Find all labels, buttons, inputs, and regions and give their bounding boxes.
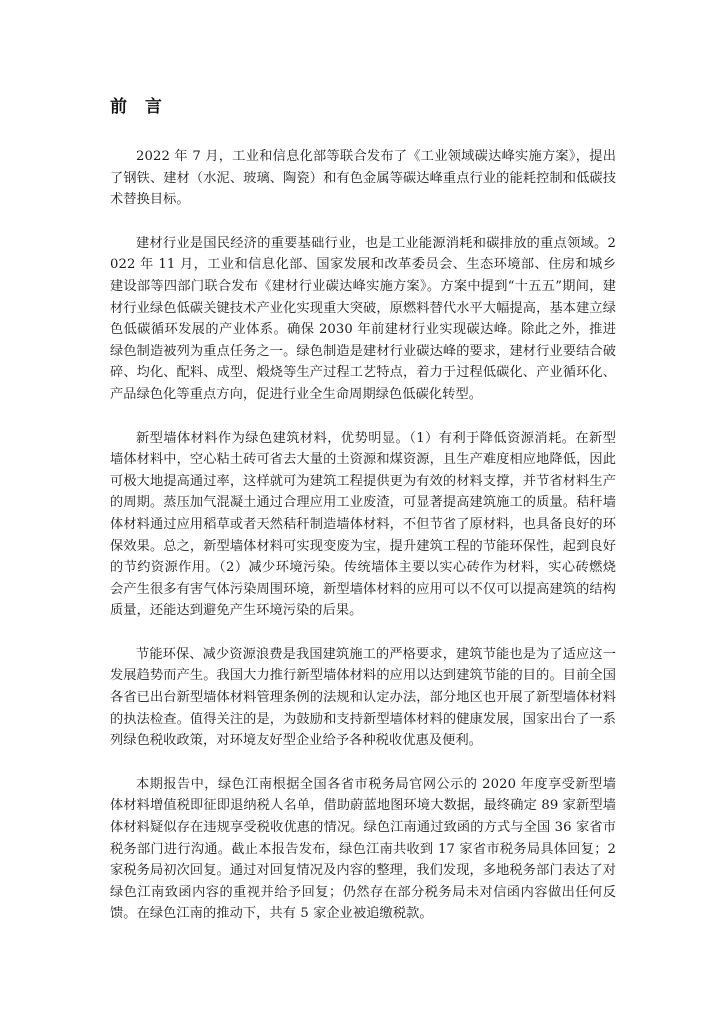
paragraph-3: 新型墙体材料作为绿色建筑材料，优势明显。（1）有利于降低资源消耗。在新型墙体材料中，空心粘土砖可省去大量的土资源和煤资源，且生产难度相应地降低，因此可极大地提高通过率，这样就可为建筑工程提供更为有效的材料支撑，并节省材料生产的周期。蒸压加气混凝土通过合理应用工业废渣，可显著提高建筑施工的质量。秸秆墙体材料通过应用稻草或者天然秸秆制造墙体材料，不但节省了原材料，也具备良好的环保效果。总之，新型墙体材料可实现变废为宝，提升建筑工程的节能环保性，起到良好的节约资源作用。（2）减少环境污染。传统墙体主要以实心砖作为材料，实心砖燃烧会产生很多有害气体污染周围环境，新型墙体材料的应用可以不仅可以提高建筑的结构质量，还能达到避免产生环境污染的后果。 <box>110 430 616 619</box>
paragraph-2: 建材行业是国民经济的重要基础行业，也是工业能源消耗和碳排放的重点领域。2022 年 11 月，工业和信息化部、国家发展和改革委员会、生态环境部、住房和城乡建设部等四部门联合发布《建材行业碳达峰实施方案》。方案中提到“十五五”期间，建材行业绿色低碳关键技术产业化实现重大突破，原燃料替代水平大幅提高，基本建立绿色低碳循环发展的产业体系。确保 2030 年前建材行业实现碳达峰。除此之外，推进绿色制造被列为重点任务之一。绿色制造是建材行业碳达峰的要求，建材行业要结合破碎、均化、配料、成型、煅烧等生产过程工艺特点，着力于过程低碳化、产业循环化、产品绿色化等重点方向，促进行业全生命周期绿色低碳化转型。 <box>110 235 616 402</box>
paragraph-1: 2022 年 7 月，工业和信息化部等联合发布了《工业领域碳达峰实施方案》，提出了钢铁、建材（水泥、玻璃、陶瓷）和有色金属等碳达峰重点行业的能耗控制和低碳技术替换目标。 <box>110 149 616 208</box>
section-heading: 前 言 <box>110 97 168 117</box>
paragraph-5: 本期报告中，绿色江南根据全国各省市税务局官网公示的 2020 年度享受新型墙体材料增值税即征即退纳税人名单，借助蔚蓝地图环境大数据，最终确定 89 家新型墙体材料疑似存在违规享受税收优惠的情况。绿色江南通过致函的方式与全国 36 家省市税务部门进行沟通。截止本报告发布，绿色江南共收到 17 家省市税务局具体回复；2 家税务局初次回复。通过对回复情况及内容的整理，我们发现，多地税务部门表达了对绿色江南致函内容的重视并给予回复；仍然存在部分税务局未对信函内容做出任何反馈。在绿色江南的推动下，共有 5 家企业被追缴税款。 <box>110 776 616 922</box>
paragraph-4: 节能环保、减少资源浪费是我国建筑施工的严格要求，建筑节能也是为了适应这一发展趋势而产生。我国大力推行新型墙体材料的应用以达到建筑节能的目的。目前全国各省已出台新型墙体材料管理条例的法规和认定办法，部分地区也开展了新型墙体材料的执法检查。值得关注的是，为鼓励和支持新型墙体材料的健康发展，国家出台了一系列绿色税收政策，对环境友好型企业给予各种税收优惠及便利。 <box>110 646 616 749</box>
body-text <box>110 146 616 947</box>
